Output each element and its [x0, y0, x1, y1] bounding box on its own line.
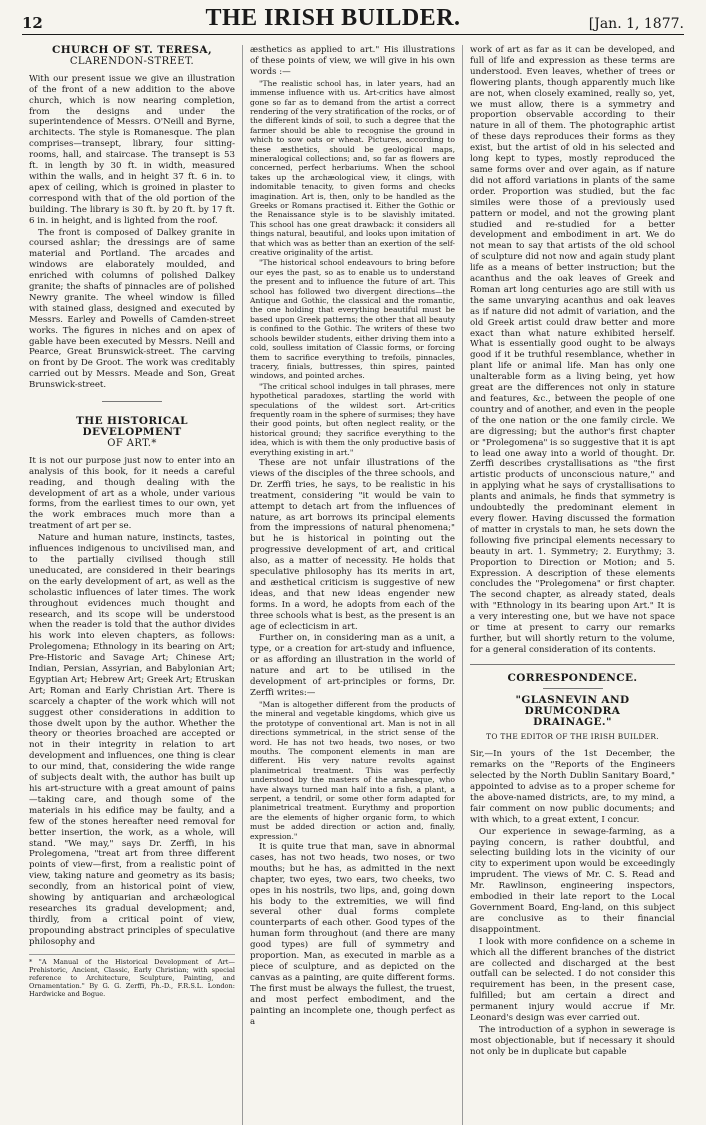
article-art-heading: THE HISTORICAL DEVELOPMENT [76, 415, 188, 438]
section-divider [470, 664, 675, 665]
column-3 [462, 45, 682, 1125]
article-art-paragraph: It is quite true that man, save in abnormal cases, has not two heads, two noses, or two mouths; but he has, as admitted in the next chapter, two eyes, two ears, two cheeks, two opes in his nostrils, two lips, and, going down his body to the extremities, we will find several other dual forms complete counterparts of each other. Good types of the human form throughout (and there are many good types) are full of symmetry and proportion. Man, as executed in marble as a piece of sculpture, and as depicted on the canvas as a painting, are quite different forms. The first must be always the fullest, the truest, and most perfect embodiment, and the painting an incomplete one, though perfect as a [250, 842, 455, 1027]
article-art-paragraph: It is not our purpose just now to enter into an analysis of this book, for it needs a careful reading, and though dealing with the development of art as a whole, under various forms, from the earliest times to our own, yet the work embraces much more than a treatment of art per se. [29, 455, 235, 532]
block-quote [250, 700, 455, 841]
section-divider [102, 401, 162, 402]
letter-paragraph: Sir,—In yours of the 1st December, the remarks on the "Reports of the Engineers selected by the North Dublin Sanitary Board," appointed to advise as to a proper scheme for the above-named districts, are, to my mind, a fair comment on now public documents; and with which, to a great extent, I concur. [470, 749, 675, 825]
letter-title: "GLASNEVIN AND DRUMCONDRA [515, 693, 630, 717]
issue-date: [Jan. 1, 1877. [588, 16, 684, 32]
article-church-paragraph: The front is composed of Dalkey granite in coursed ashlar; the dressings are of same material and Portland. The arcades and windows are elaborately moulded, and enriched with columns of polished Dalkey granite; the shafts of pinnacles are of polished Newry granite. The wheel window is filled with stained glass, designed and executed by Messrs. Earley and Powells of Camden-street works. The figures in niches and on apex of gable have been executed by Messrs. Neill and Pearce, Great Brunswick-street. The carving on front by De Groot. The work was creditably carried out by Messrs. Meade and Son, Great Brunswick-street. [29, 227, 235, 391]
block-quote [250, 79, 455, 457]
letter-addressee: TO THE EDITOR OF THE IRISH BUILDER. [486, 732, 659, 742]
column-1 [22, 45, 242, 1125]
masthead [22, 6, 684, 35]
article-art-subheading: OF ART.* [107, 437, 157, 449]
article-art-paragraph: These are not unfair illustrations of the views of the disciples of the three schools, and Dr. Zerffi tries, he says, to be realistic in his treatment, considering "it would be vain to attempt to detach art from the influences of nature, as art borrows its principal elements from the impressions of natural phenomena;" but he is historical in pointing out the progressive development of art, and critical also, as a matter of necessity. He holds that speculative philosophy has its merits in art, and æsthetical criticism is suggestive of new ideas, and that new ideas engender new forms. In a word, he adopts from each of the three schools what is best, as the present is an age of eclecticism in art. [250, 457, 455, 632]
column-2 [242, 45, 462, 1125]
page-number: 12 [22, 14, 43, 32]
article-church-heading: CHURCH OF ST. TERESA, [51, 45, 213, 56]
letter-paragraph: The introduction of a syphon in sewerage is most objectionable, but if necessary it should not only be in duplicate but capable [470, 1024, 675, 1057]
letter-paragraph: Our experience in sewage-farming, as a paying concern, is rather doubtful, and selecting building lots in the vicinity of our city to experiment upon would be exceedingly imprudent. The views of Mr. C. S. Read and Mr. Rawlinson, engineering inspectors, embodied in their late report to the Local Government Board, Eng-land, on this subject are conclusive as to their financial disappointment. [470, 826, 675, 935]
letter-paragraph: I look with more confidence on a scheme in which all the different branches of the district are collected and discharged at the best outfall can be selected. I do not consider this requirement has been, in the present case, fulfilled; but am certain a direct and permanent injury would accrue if Mr. Leonard's design was ever carried out. [470, 936, 675, 1024]
quote-paragraph: "The realistic school has, in later years, had an immense influence with us. Art-critics have almost gone so far as to demand from the artist a correct rendering of the very stratification of the rocks, or of the different kinds of soil, to such a degree that the farmer should be able to recognise the ground in which to sow oats or wheat. Pictures, according to these æsthetics, should be geological maps, mineralogical collections; and, so far as flowers are concerned, perfect herbariums. When the school takes up the archæological view, it clings, with indomitable tenacity, to given forms and checks imagination. Art is, then, only to be handled as the Greeks or Romans practised it. Either the Gothic or the Renaissance style is to be slavishly imitated. This school has one great drawback: it considers all things natural, beautiful, and looks upon imitation of that which was as better than an exertion of the self-creative originality of the artist. [250, 78, 455, 258]
letter-title-cont: DRAINAGE." [533, 716, 612, 729]
footnote: * "A Manual of the Historical Development of Art—Prehistoric, Ancient, Classic, Early Christian; with special reference to Architecture, Sculpture, Painting, and Ornamentation." By G. G. Zerffi, Ph.-D., F.R.S.L. London: Hardwicke and Bogue. [29, 954, 235, 998]
quote-paragraph: "The critical school indulges in tall phrases, mere hypothetical paradoxes, startling the world with speculations of the wildest sort. Art-critics frequently roam in the sphere of surmises; they have their good points, but often neglect reality, or the historical ground; they sacrifice everything to the idea, which is with them the only productive basis of everything existing in art." [250, 381, 455, 457]
article-church-paragraph: With our present issue we give an illustration of the front of a new addition to the above church, which is now nearing completion, from the designs and under the superintendence of Messrs. O'Neill and Byrne, architects. The style is Romanesque. The plan comprises—transept, library, four sitting-rooms, hall, and staircase. The transept is 53 ft. in length by 30 ft. in width, measured within the walls, and in height 37 ft. 6 in. to apex of ceiling, which is groined in plaster to correspond with that of the old portion of the building. The library is 30 ft. by 20 ft. by 17 ft. 6 in. in height, and is lighted from the roof. [29, 73, 235, 226]
journal-title: THE IRISH BUILDER. [205, 5, 461, 31]
article-art-paragraph: Further on, in considering man as a unit, a type, or a creation for art-study and influence, or as affording an illustration in the world of nature and art to be utilised in the development of art-principles or forms, Dr. Zerffi writes:— [250, 633, 455, 698]
correspondence-heading: CORRESPONDENCE. [507, 671, 638, 684]
article-art-paragraph: work of art as far as it can be developed, and full of life and expression as these terms are understood. Even leaves, whether of trees or flowering plants, though apparently much like are not, when closely examined, really so, yet, we must allow, there is a symmetry and proportion observable according to their nature in all of them. The photographic artist of these days reproduces their forms as they exist, but the artist of old in his selected and long kept to types, mostly reproduced the same forms over and over again, as if nature did not afford variations in plants of the same order. Proportion was studied, but the fac similes were those of a previously used pattern or model, and not the growing plant studied and re-studied for a better development and embodiment in art. We do not mean to say that artists of the old school of sculpture did not now and again study plant life as a means of better instruction; but the acanthus and the oak leaves of Greek and Roman art long centuries ago are still with us the same unvarying acanthus and oak leaves as if nature did not admit of variation, and the old Greek artist could draw better and more exact than what nature exhibited herself. What is essentially good ought to be always good if it be truthful resemblance, whether in plant life or animal life. Man has only one unalterable form as a living being, yet how great are the differences not only in stature and features, &c., between the people of one country and of another, and even in the people of the one nation or the one family circle. We are digressing; but the author's first chapter or "Prolegomena" is so suggestive that it is apt to lead one away into a world of thought. Dr. Zerffi describes crystallisations as "the first artistic products of unconscious nature," and in applying what he says of crystallisations to plants and animals, he finds that symmetry is undoubtedly the predominant element in every flower. Having discussed the formation of matter in crystals to man, he sets down the following five principal elements necessary to beauty in art. 1. Symmetry; 2. Eurythmy; 3. Proportion to Direction or Motion; and 5. Expression. A description of these elements concludes the "Prolegomena" or first chapter. The second chapter, as already stated, deals with "Ethnology in its bearing upon Art." It is a very interesting one, but we have not space or time at present to carry our remarks further, but will shortly return to the volume, for a general consideration of its contents. [470, 45, 675, 655]
quote-paragraph: "Man is altogether different from the products of the mineral and vegetable kingdoms, which give us the prototype of conventional art. Man is not in all directions symmetrical, in the strict sense of the word. He has not two heads, two noses, or two mouths. The component elements in man are different. His very nature revolts against planimetrical treatment. This was perfectly understood by the masters of the arabesque, who have always turned man half into a fish, a plant, a serpent, a tendril, or some other form adapted for planimetrical treatment. Eurythmy and proportion are the elements of higher organic form, to which must be added direction or action and, finally, expression." [250, 699, 455, 841]
article-art-paragraph: æsthetics as applied to art." His illustrations of these points of view, we will give in his own words :— [250, 45, 455, 77]
section-divider [543, 688, 603, 689]
quote-paragraph: "The historical school endeavours to bring before our eyes the past, so as to enable us to understand the present and to influence the future of art. This school has followed two divergent directions—the Antique and Gothic, the classical and the romantic, the one holding that everything beautiful must be based upon Greek patterns; the other that all beauty is confined to the Gothic. The writers of these two schools bewilder students, either driving them into a cold, soulless imitation of Classic forms, or forcing them to sacrifice everything to trefoils, pinnacles, tracery, finials, buttresses, thin spires, painted windows, and pointed arches. [250, 258, 455, 381]
article-art-paragraph: Nature and human nature, instincts, tastes, influences indigenous to uncivilised man, and to the partially civilised though still uneducated, are considered in their bearings on the early development of art, as well as the scholastic influences of later times. The work throughout evidences much thought and research, and its scope will be understood when the reader is told that the author divides his work into eleven chapters, as follows: Prolegomena; Ethnology in its bearing on Art; Pre-Historic and Savage Art; Chinese Art; Indian, Persian, Assyrian, and Babylonian Art; Egyptian Art; Hebrew Art; Greek Art; Etruskan Art; Roman and Early Christian Art. There is scarcely a chapter of the work which will not suggest other considerations in addition to those dwelt upon by the author. Whether the theory or theories broached are accepted or not in their integrity in relation to art development and influences, one thing is clear to our mind, that, considering the wide range of subjects dealt with, the author has built up his art-structure with a great amount of pains—taking care, and though some of the materials in his edifice may be faulty, and a few of the stones hereafter need removal for better insertion, the work, as a whole, will stand. "We may," says Dr. Zerffi, in his Prolegomena, "treat art from three different points of view—first, from a realistic point of view, taking nature and geometry as its basis; secondly, from an historical point of view, showing by antiquarian and archæological researches its gradual development; and, thirdly, from a critical point of view, propounding abstract principles of speculative philosophy and [29, 533, 235, 947]
columns [22, 45, 684, 1125]
article-church-subheading: CLARENDON-STREET. [69, 55, 195, 67]
